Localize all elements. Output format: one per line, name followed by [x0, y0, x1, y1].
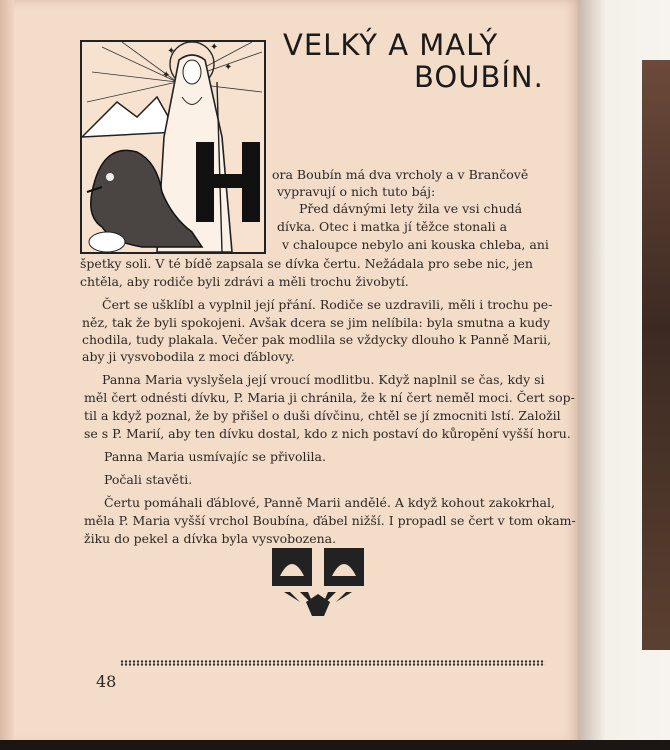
text-line: ora Boubín má dva vrcholy a v Brančově	[272, 167, 529, 182]
text-line: aby ji vysvobodila z moci ďáblovy.	[82, 349, 295, 364]
text-line: vypravují o nich tuto báj:	[277, 184, 436, 199]
text-line: měla P. Maria vyšší vrchol Boubína, ďábel nižší. I propadl se čert v tom okam-	[84, 513, 576, 528]
svg-text:✦: ✦	[162, 70, 171, 81]
text-line: Panna Maria usmívajíc se přivolila.	[104, 449, 326, 464]
text-line: dívka. Otec i matka jí těžce stonali a	[277, 219, 508, 234]
page-number: 48	[96, 672, 117, 691]
text-line: til a když poznal, že by přišel o duši dívčinu, chtěl se jí zmocniti lstí. Založil	[84, 408, 561, 423]
title-line-1: VELKÝ A MALÝ	[283, 28, 499, 62]
svg-text:✦: ✦	[167, 46, 176, 57]
text-line: Počali stavěti.	[104, 472, 193, 487]
madonna-devil-illustration	[82, 42, 264, 252]
text-line: se s P. Marií, aby ten dívku dostal, kdo z nich postaví do kůropění vyšší horu.	[84, 426, 571, 441]
text-line: špetky soli. V té bídě zapsala se dívka čertu. Nežádala pro sebe nic, jen	[80, 256, 533, 271]
svg-text:✦: ✦	[224, 62, 233, 73]
text-line: Čertu pomáhali ďáblové, Panně Marii andělé. A když kohout zakokrhal,	[104, 495, 555, 510]
svg-text:✦: ✦	[210, 42, 219, 53]
text-line: v chaloupce nebylo ani kouska chleba, ani	[282, 237, 549, 252]
footer-dotted-rule	[120, 660, 545, 666]
text-line: něz, tak že byli spokojeni. Avšak dcera se jim nelíbila: byla smutna a kudy	[82, 315, 551, 330]
tailpiece-ornament	[270, 546, 366, 622]
text-line: chodila, tudy plakala. Večer pak modlila se vždycky dlouho k Panně Marii,	[82, 332, 552, 347]
illustrated-initial	[80, 40, 266, 254]
text-line: Čert se ušklíbl a vyplnil její přání. Rodiče se uzdravili, měli i trochu pe-	[102, 297, 553, 312]
text-line: žiku do pekel a dívka byla vysvobozena.	[84, 531, 337, 546]
text-line: měl čert odnésti dívku, P. Maria ji chránila, že k ní čert neměl moci. Čert sop-	[84, 390, 575, 405]
text-line: Před dávnými lety žila ve vsi chudá	[299, 201, 523, 216]
book-bottom-edge	[0, 740, 670, 750]
text-line: Panna Maria vyslyšela její vroucí modlitbu. Když naplnil se čas, kdy si	[102, 372, 545, 387]
page-edge	[0, 0, 14, 745]
facing-page-photo	[642, 60, 670, 650]
text-line: chtěla, aby rodiče byli zdrávi a měli trochu živobytí.	[80, 274, 409, 289]
title-line-2: BOUBÍN.	[414, 60, 544, 94]
